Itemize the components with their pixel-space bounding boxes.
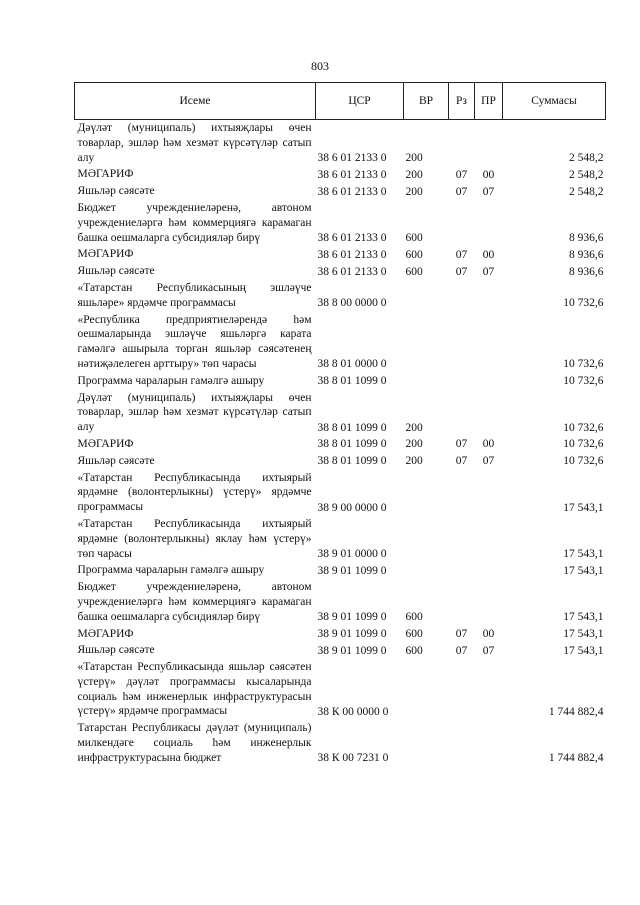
cell-rz xyxy=(449,373,475,390)
cell-sum: 8 936,6 xyxy=(569,265,604,278)
cell-pr xyxy=(475,579,503,625)
cell-sum: 8 936,6 xyxy=(569,248,604,261)
cell-name: МӘГАРИФ xyxy=(77,168,134,181)
cell-pr: 07 xyxy=(482,644,495,657)
cell-name: МӘГАРИФ xyxy=(77,437,134,450)
cell-csr: 38 8 01 0000 0 xyxy=(317,358,387,371)
cell-sum: 10 732,6 xyxy=(563,421,604,434)
cell-pr: 07 xyxy=(482,265,495,278)
cell-vr xyxy=(404,280,449,312)
header-vr: ВР xyxy=(404,83,449,120)
cell-rz xyxy=(449,312,475,373)
table-row xyxy=(75,626,606,643)
cell-vr xyxy=(404,373,449,390)
cell-name: МӘГАРИФ xyxy=(77,627,134,640)
cell-vr xyxy=(404,516,449,562)
cell-sum: 17 543,1 xyxy=(563,564,604,577)
table-row xyxy=(75,516,606,562)
cell-name: Программа чараларын гамәлгә ашыру xyxy=(77,374,265,387)
table-row xyxy=(75,183,606,200)
cell-name: Яшьләр сәясәте xyxy=(77,265,155,278)
cell-pr xyxy=(475,562,503,579)
cell-csr: 38 6 01 2133 0 xyxy=(317,231,387,244)
cell-name: «Республика предприятиеләрендә һәм оешмаларында эшләүче яшьләргә карата гамәлгә ашырыла торган яшьләр сәясәтенең нәтиҗәлелеген арттыру» төп чарасы xyxy=(77,313,312,370)
cell-pr: 00 xyxy=(482,248,495,261)
table-row xyxy=(75,470,606,516)
cell-csr: 38 К 00 7231 0 xyxy=(317,752,389,765)
cell-csr: 38 6 01 2133 0 xyxy=(317,265,387,278)
cell-pr xyxy=(475,200,503,246)
table-row xyxy=(75,120,606,167)
cell-pr: 07 xyxy=(482,455,495,468)
header-sum: Суммасы xyxy=(503,83,606,120)
cell-rz xyxy=(449,280,475,312)
cell-sum: 2 548,2 xyxy=(569,151,604,164)
table-row xyxy=(75,246,606,263)
cell-csr: 38 9 00 0000 0 xyxy=(317,501,387,514)
cell-vr xyxy=(404,720,449,766)
cell-pr xyxy=(475,659,503,720)
cell-rz: 07 xyxy=(455,265,468,278)
cell-vr: 200 xyxy=(405,421,423,434)
cell-sum: 17 543,1 xyxy=(563,547,604,560)
cell-sum: 17 543,1 xyxy=(563,644,604,657)
cell-name: Татарстан Республикасы дәүләт (муниципаль) милкендәге социаль һәм инженерлык инфраструктурасына бюджет xyxy=(77,722,312,764)
cell-rz: 07 xyxy=(455,168,468,181)
cell-rz: 07 xyxy=(455,185,468,198)
cell-name: Дәүләт (муниципаль) ихтыяҗлары өчен товарлар, эшләр һәм хезмәт күрсәтүләр сатып алу xyxy=(77,122,312,164)
cell-sum: 10 732,6 xyxy=(563,455,604,468)
cell-csr: 38 9 01 1099 0 xyxy=(317,644,387,657)
cell-name: Бюджет учреждениеләренә, автоном учреждениеләргә һәм коммерциягә карамаган башка оешмаларга субсидияләр бирү xyxy=(77,581,312,623)
cell-rz: 07 xyxy=(455,627,468,640)
table-row xyxy=(75,280,606,312)
table-row xyxy=(75,200,606,246)
header-rz: Рз xyxy=(449,83,475,120)
cell-pr: 00 xyxy=(482,627,495,640)
cell-csr: 38 9 01 0000 0 xyxy=(317,547,387,560)
cell-csr: 38 9 01 1099 0 xyxy=(317,564,387,577)
cell-sum: 2 548,2 xyxy=(569,185,604,198)
cell-vr: 200 xyxy=(405,455,423,468)
table-row xyxy=(75,659,606,720)
cell-vr: 200 xyxy=(405,185,423,198)
cell-sum: 10 732,6 xyxy=(563,438,604,451)
cell-csr: 38 8 01 1099 0 xyxy=(317,421,387,434)
table-row xyxy=(75,562,606,579)
cell-sum: 2 548,2 xyxy=(569,168,604,181)
cell-rz: 07 xyxy=(455,438,468,451)
cell-vr xyxy=(404,312,449,373)
cell-rz xyxy=(449,120,475,167)
cell-vr: 200 xyxy=(405,168,423,181)
cell-sum: 1 744 882,4 xyxy=(548,705,604,718)
cell-vr: 200 xyxy=(405,151,423,164)
cell-rz xyxy=(449,470,475,516)
cell-pr xyxy=(475,373,503,390)
cell-csr: 38 6 01 2133 0 xyxy=(317,168,387,181)
cell-pr xyxy=(475,470,503,516)
cell-rz xyxy=(449,390,475,436)
table-row xyxy=(75,390,606,436)
page-number: 803 xyxy=(311,59,329,73)
cell-vr: 600 xyxy=(405,611,423,624)
cell-csr: 38 К 00 0000 0 xyxy=(317,705,389,718)
cell-rz xyxy=(449,579,475,625)
table-row xyxy=(75,579,606,625)
cell-pr: 00 xyxy=(482,438,495,451)
cell-name: «Татарстан Республикасында ихтыярый ярдәмне (волонтерлыкны) үстерү» ярдәмче программасы xyxy=(77,471,312,514)
cell-name: Яшьләр сәясәте xyxy=(77,185,155,198)
cell-pr xyxy=(475,516,503,562)
cell-pr: 07 xyxy=(482,185,495,198)
cell-rz xyxy=(449,659,475,720)
table-row xyxy=(75,453,606,470)
table-row xyxy=(75,166,606,183)
cell-vr: 600 xyxy=(405,231,423,244)
cell-sum: 10 732,6 xyxy=(563,297,604,310)
cell-csr: 38 9 01 1099 0 xyxy=(317,611,387,624)
cell-name: Бюджет учреждениеләренә, автоном учреждениеләргә һәм коммерциягә карамаган башка оешмаларга субсидияләр бирү xyxy=(77,201,312,244)
cell-sum: 17 543,1 xyxy=(563,627,604,640)
cell-name: «Татарстан Республикасының эшләүче яшьләре» ярдәмче программасы xyxy=(77,281,312,309)
header-pr: ПР xyxy=(475,83,503,120)
cell-name: Программа чараларын гамәлгә ашыру xyxy=(77,564,265,577)
cell-sum: 10 732,6 xyxy=(563,375,604,388)
header-csr: ЦСР xyxy=(316,83,404,120)
cell-vr xyxy=(404,562,449,579)
header-name: Исеме xyxy=(75,83,316,120)
cell-name: «Татарстан Республикасында яшьләр сәясәтен үстерү» дәүләт программасы кысаларында социаль һәм инженерлык инфраструктурасын үстерү» ярдәмче программасы xyxy=(77,661,312,718)
cell-csr: 38 8 01 1099 0 xyxy=(317,375,387,388)
cell-name: «Татарстан Республикасында ихтыярый ярдәмне (волонтерлыкны) яклау һәм үстерү» төп чарасы xyxy=(77,517,312,560)
table-header-row xyxy=(75,83,606,120)
cell-vr: 600 xyxy=(405,644,423,657)
budget-table xyxy=(74,82,606,767)
cell-pr xyxy=(475,280,503,312)
cell-pr xyxy=(475,312,503,373)
cell-sum: 8 936,6 xyxy=(569,231,604,244)
cell-vr: 200 xyxy=(405,438,423,451)
cell-vr: 600 xyxy=(405,248,423,261)
cell-csr: 38 8 01 1099 0 xyxy=(317,455,387,468)
cell-csr: 38 6 01 2133 0 xyxy=(317,151,387,164)
cell-name: МӘГАРИФ xyxy=(77,248,134,261)
cell-rz: 07 xyxy=(455,248,468,261)
cell-name: Дәүләт (муниципаль) ихтыяҗлары өчен товарлар, эшләр һәм хезмәт күрсәтүләр сатып алу xyxy=(77,391,312,434)
cell-csr: 38 9 01 1099 0 xyxy=(317,627,387,640)
cell-csr: 38 6 01 2133 0 xyxy=(317,185,387,198)
table-row xyxy=(75,436,606,453)
cell-rz xyxy=(449,200,475,246)
cell-csr: 38 6 01 2133 0 xyxy=(317,248,387,261)
table-row xyxy=(75,373,606,390)
cell-pr: 00 xyxy=(482,168,495,181)
table-row xyxy=(75,720,606,766)
cell-rz xyxy=(449,720,475,766)
cell-sum: 10 732,6 xyxy=(563,358,604,371)
cell-rz xyxy=(449,562,475,579)
cell-name: Яшьләр сәясәте xyxy=(77,644,155,657)
cell-csr: 38 8 01 1099 0 xyxy=(317,438,387,451)
cell-vr: 600 xyxy=(405,265,423,278)
cell-pr xyxy=(475,720,503,766)
cell-rz: 07 xyxy=(455,644,468,657)
cell-vr xyxy=(404,470,449,516)
table-row xyxy=(75,642,606,659)
cell-pr xyxy=(475,120,503,167)
cell-name: Яшьләр сәясәте xyxy=(77,454,155,467)
cell-sum: 17 543,1 xyxy=(563,611,604,624)
table-row xyxy=(75,312,606,373)
table-row xyxy=(75,263,606,280)
cell-vr xyxy=(404,659,449,720)
cell-vr: 600 xyxy=(405,627,423,640)
cell-rz xyxy=(449,516,475,562)
cell-sum: 1 744 882,4 xyxy=(548,752,604,765)
cell-rz: 07 xyxy=(455,455,468,468)
cell-sum: 17 543,1 xyxy=(563,501,604,514)
cell-pr xyxy=(475,390,503,436)
cell-csr: 38 8 00 0000 0 xyxy=(317,297,387,310)
